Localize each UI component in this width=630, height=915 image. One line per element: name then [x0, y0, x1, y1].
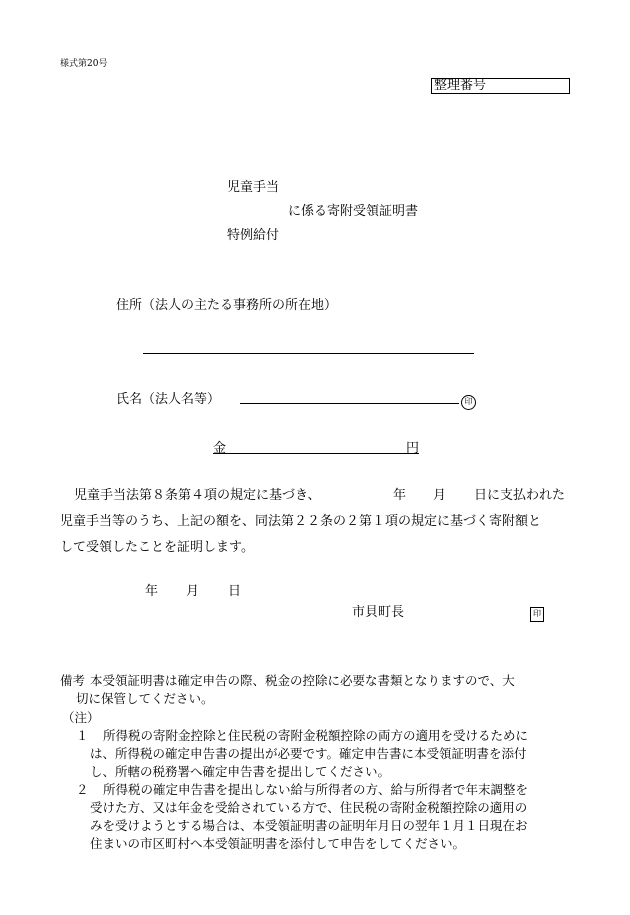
amount-prefix: 金 — [213, 441, 227, 456]
form-number: 様式第20号 — [60, 59, 108, 69]
issuer-seal-stamp — [530, 601, 544, 622]
note-1-line-2: は、所得税の確定申告書の提出が必要です。確定申告書に本受領証明書を添付 — [90, 746, 527, 761]
body-month: 月 — [433, 488, 447, 503]
body-line-2: 児童手当等のうち、上記の額を、同法第２２条の２第１項の規定に基づく寄附額と — [60, 514, 542, 529]
note-2-number: ２ — [76, 782, 89, 797]
note-1-number: １ — [76, 728, 89, 743]
note-2-line-4: 住まいの市区町村へ本受領証明書を添付して申告をしてください。 — [90, 836, 466, 851]
date-month: 月 — [186, 584, 200, 599]
amount-suffix: 円 — [406, 441, 420, 456]
remarks-line-1: 本受領証明書は確定申告の際、税金の控除に必要な書類となりますので、大 — [90, 673, 515, 688]
note-label: （注） — [62, 710, 100, 725]
reference-number-box[interactable] — [431, 78, 570, 94]
note-2-line-2: 受けた方、又は年金を受給されている方で、住民税の寄附金税額控除の適用の — [90, 800, 528, 815]
name-seal-text: 印 — [461, 395, 476, 410]
amount-field-line[interactable] — [213, 453, 419, 454]
name-field-line[interactable] — [240, 403, 459, 404]
date-day: 日 — [228, 584, 242, 599]
issuer-seal-text: 印 — [530, 607, 544, 622]
body-day-text: 日に支払われた — [474, 488, 566, 503]
title-line-3: 特例給付 — [227, 228, 280, 243]
body-line-1-text: 児童手当法第８条第４項の規定に基づき、 — [74, 488, 321, 503]
body-year: 年 — [393, 488, 407, 503]
title-line-2: に係る寄附受領証明書 — [288, 204, 419, 219]
issuer-name: 市貝町長 — [352, 605, 405, 620]
title-line-1: 児童手当 — [227, 180, 280, 195]
note-1-line-1: 所得税の寄附金控除と住民税の寄附金税額控除の両方の適用を受けるために — [103, 728, 529, 743]
note-1-line-3: し、所轄の税務署へ確定申告書を提出してください。 — [90, 764, 391, 779]
name-seal-stamp — [461, 389, 476, 410]
remarks-label: 備考 — [60, 673, 86, 688]
name-label: 氏名（法人名等） — [116, 392, 221, 407]
address-field-line[interactable] — [143, 353, 474, 354]
date-year: 年 — [145, 584, 159, 599]
amount-row — [213, 437, 420, 456]
address-label: 住所（法人の主たる事務所の所在地） — [116, 298, 338, 313]
note-2-line-3: みを受けようとする場合は、本受領証明書の証明年月日の翌年１月１日現在お — [90, 818, 528, 833]
body-line-3: して受領したことを証明します。 — [60, 540, 254, 555]
note-2-line-1: 所得税の確定申告書を提出しない給与所得者の方、給与所得者で年末調整を — [103, 782, 529, 797]
reference-number-label: 整理番号 — [434, 78, 487, 93]
remarks-line-2: 切に保管してください。 — [76, 691, 214, 706]
